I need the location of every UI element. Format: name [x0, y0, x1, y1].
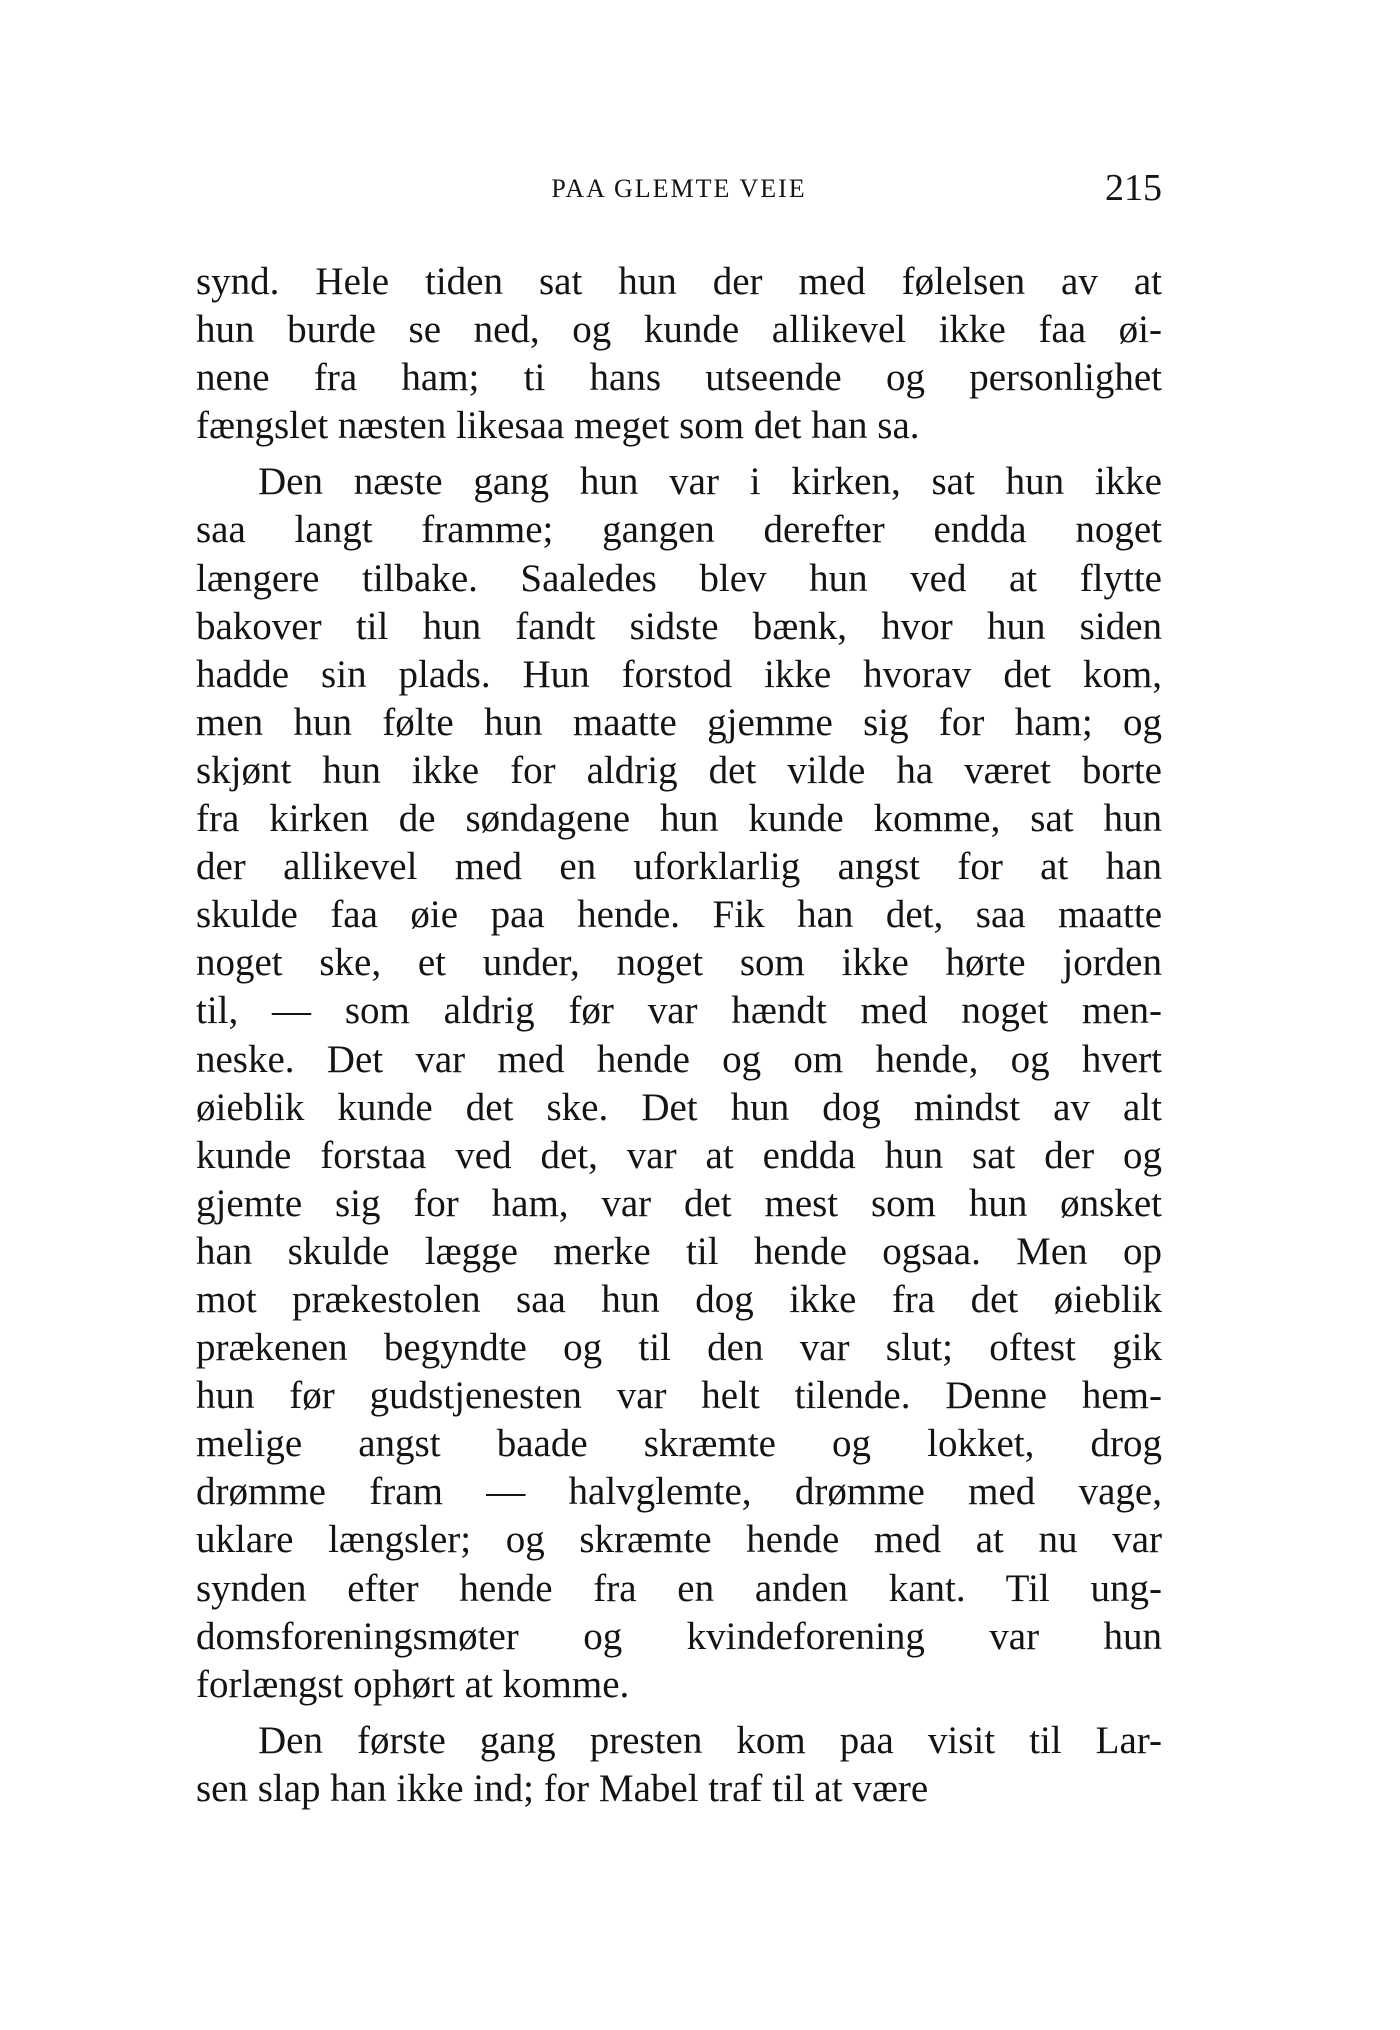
text-line: hun burde se ned, og kunde allikevel ikke faa øi-: [196, 308, 1162, 352]
paragraph-gap: [196, 1709, 1162, 1717]
text-line: hadde sin plads. Hun forstod ikke hvorav det kom,: [196, 652, 1162, 696]
page-header: [196, 168, 1162, 208]
text-line: til, — som aldrig før var hændt med noget men-: [196, 989, 1162, 1033]
body-text: [196, 258, 1162, 1813]
text-line: saa langt framme; gangen derefter endda noget: [196, 508, 1162, 552]
paragraph: [196, 458, 1162, 1708]
text-line: synd. Hele tiden sat hun der med følelsen av at: [196, 260, 1162, 303]
text-line: forlængst ophørt at komme.: [196, 1662, 630, 1706]
text-line: Den første gang presten kom paa visit til Lar-: [258, 1718, 1162, 1762]
text-line: mot prækestolen saa hun dog ikke fra det øieblik: [196, 1277, 1162, 1321]
text-line: gjemte sig for ham, var det mest som hun ønsket: [196, 1181, 1162, 1225]
text-line: der allikevel med en uforklarlig angst for at han: [196, 845, 1162, 889]
paragraph: [196, 1717, 1162, 1813]
text-line: hun før gudstjenesten var helt tilende. Denne hem-: [196, 1374, 1162, 1418]
text-line: kunde forstaa ved det, var at endda hun sat der og: [196, 1133, 1162, 1177]
text-line: bakover til hun fandt sidste bænk, hvor hun siden: [196, 604, 1162, 648]
text-line: nene fra ham; ti hans utseende og personlighet: [196, 356, 1162, 400]
text-line: domsforeningsmøter og kvindeforening var hun: [196, 1614, 1162, 1658]
paragraph: [196, 258, 1162, 450]
text-line: skjønt hun ikke for aldrig det vilde ha været borte: [196, 748, 1162, 792]
text-line: prækenen begyndte og til den var slut; oftest gik: [196, 1326, 1162, 1370]
text-line: noget ske, et under, noget som ikke hørte jorden: [196, 941, 1162, 985]
text-line: han skulde lægge merke til hende ogsaa. Men op: [196, 1229, 1162, 1273]
text-line: synden efter hende fra en anden kant. Til ung-: [196, 1566, 1162, 1610]
text-line: uklare længsler; og skræmte hende med at nu var: [196, 1518, 1162, 1562]
text-line: fra kirken de søndagene hun kunde komme, sat hun: [196, 797, 1162, 841]
text-line: øieblik kunde det ske. Det hun dog mindst av alt: [196, 1085, 1162, 1129]
text-line: fængslet næsten likesaa meget som det han sa.: [196, 404, 920, 448]
paragraph-gap: [196, 450, 1162, 458]
text-line: drømme fram — halvglemte, drømme med vage,: [196, 1470, 1162, 1514]
text-line: neske. Det var med hende og om hende, og hvert: [196, 1037, 1162, 1081]
text-line: men hun følte hun maatte gjemme sig for ham; og: [196, 700, 1162, 744]
text-line: skulde faa øie paa hende. Fik han det, saa maatte: [196, 893, 1162, 937]
text-line: længere tilbake. Saaledes blev hun ved at flytte: [196, 556, 1162, 600]
text-line: melige angst baade skræmte og lokket, drog: [196, 1422, 1162, 1466]
page-number: 215: [1105, 167, 1162, 209]
text-line: sen slap han ikke ind; for Mabel traf til at være: [196, 1766, 929, 1810]
running-title: PAA GLEMTE VEIE: [551, 174, 807, 203]
text-line: Den næste gang hun var i kirken, sat hun ikke: [258, 460, 1162, 504]
